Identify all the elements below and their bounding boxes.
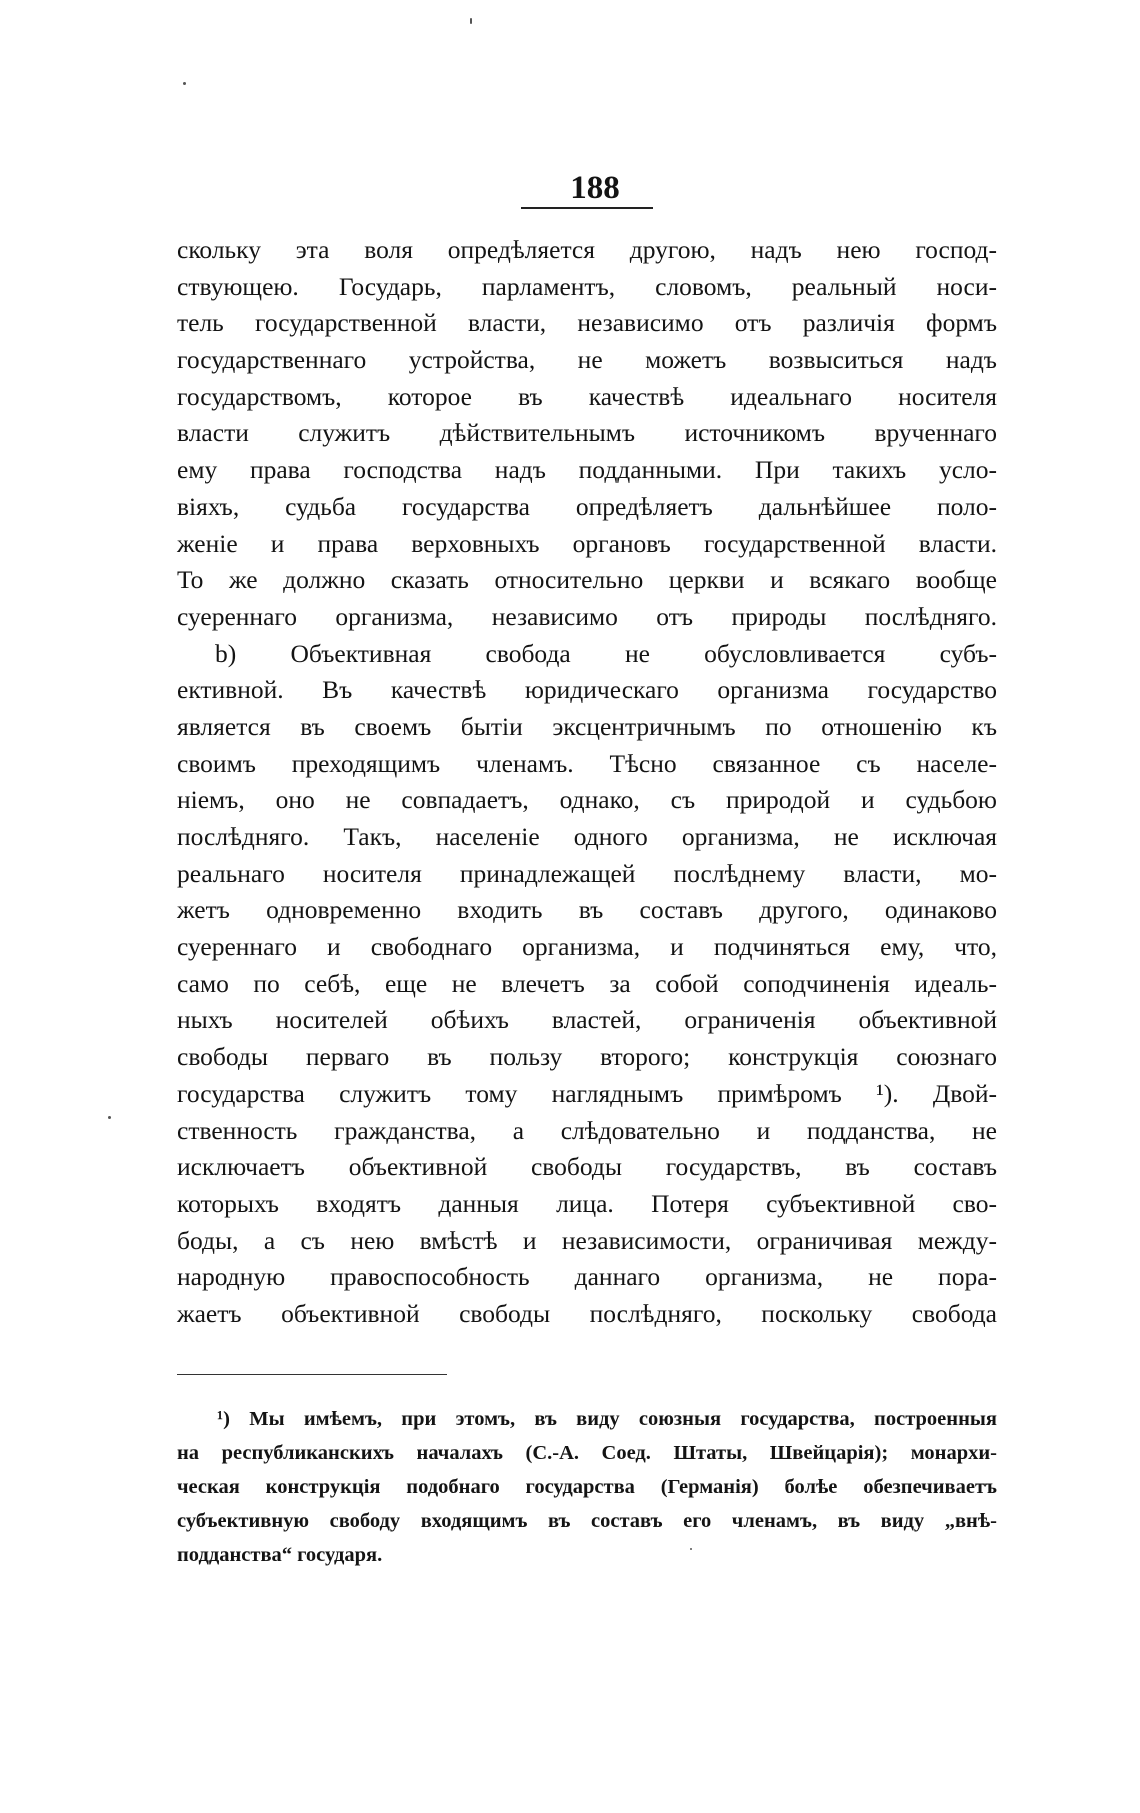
text-line: свободы перваго въ пользу второго; конструкція союзнаго	[177, 1042, 997, 1072]
text-line: ственность гражданства, а слѣдовательно и подданства, не	[177, 1115, 997, 1145]
body-text	[177, 232, 997, 1333]
text-line: которыхъ входятъ данныя лица. Потеря субъективной сво-	[177, 1188, 997, 1218]
text-line: государствомъ, которое въ качествѣ идеальнаго носителя	[177, 381, 997, 411]
text-line: ствующею. Государь, парламентъ, словомъ, реальный носи-	[177, 271, 997, 301]
text-line: своимъ преходящимъ членамъ. Тѣсно связанное съ населе-	[177, 748, 997, 778]
text-line: жаетъ объективной свободы послѣдняго, поскольку свобода	[177, 1298, 997, 1328]
footnote	[177, 1402, 997, 1572]
footnote-line: ¹) Мы имѣемъ, при этомъ, въ виду союзныя государства, построенныя	[217, 1408, 997, 1430]
text-line: тель государственной власти, независимо отъ различія формъ	[177, 308, 997, 338]
page-number-rule	[521, 207, 653, 209]
text-line: боды, а съ нею вмѣстѣ и независимости, ограничивая между-	[177, 1225, 997, 1255]
footnote-rule	[177, 1374, 447, 1375]
text-line: жетъ одновременно входить въ составъ другого, одинаково	[177, 895, 997, 925]
text-line: ніемъ, оно не совпадаетъ, однако, съ природой и судьбою	[177, 785, 997, 815]
text-line: власти служитъ дѣйствительнымъ источникомъ врученнаго	[177, 418, 997, 448]
footnote-line: подданства“ государя.	[177, 1544, 383, 1566]
scan-speck	[108, 1116, 111, 1119]
text-line: ективной. Въ качествѣ юридическаго организма государство	[177, 675, 997, 705]
text-line: реальнаго носителя принадлежащей послѣднему власти, мо-	[177, 858, 997, 888]
footnote-line: субъективную свободу входящимъ въ составъ его членамъ, въ виду „внѣ-	[177, 1510, 997, 1532]
text-line: послѣдняго. Такъ, населеніе одного организма, не исключая	[177, 822, 997, 851]
page-number: 188	[570, 170, 620, 206]
footnote-line: на республиканскихъ началахъ (С.-А. Соед. Штаты, Швейцарія); монархи-	[177, 1442, 997, 1464]
text-line: суереннаго и свободнаго организма, и подчиняться ему, что,	[177, 932, 997, 962]
scan-speck	[470, 18, 472, 24]
text-line: То же должно сказать относительно церкви и всякаго вообще	[177, 565, 997, 595]
text-line: само по себѣ, еще не влечетъ за собой соподчиненія идеаль-	[177, 968, 997, 998]
text-line: суереннаго организма, независимо отъ природы послѣдняго.	[177, 601, 997, 631]
text-line: женіе и права верховныхъ органовъ государственной власти.	[177, 528, 997, 558]
text-line: государства служитъ тому нагляднымъ примѣромъ ¹). Двой-	[177, 1078, 997, 1108]
text-line: віяхъ, судьба государства опредѣляетъ дальнѣйшее поло-	[177, 491, 997, 521]
scan-speck	[690, 1548, 692, 1550]
scan-speck	[183, 82, 186, 85]
text-line: является въ своемъ бытіи эксцентричнымъ по отношенію къ	[177, 711, 997, 741]
text-line: ныхъ носителей обѣихъ властей, ограниченія объективной	[177, 1005, 997, 1035]
section-heading-line: b) Объективная свобода не обусловливается субъ-	[215, 638, 997, 668]
footnote-line: ческая конструкція подобнаго государства (Германія) болѣе обезпечиваетъ	[177, 1476, 997, 1498]
text-line: скольку эта воля опредѣляется другою, надъ нею господ-	[177, 235, 997, 264]
text-line: государственнаго устройства, не можетъ возвыситься надъ	[177, 345, 997, 375]
text-line: ему права господства надъ подданными. При такихъ усло-	[177, 455, 997, 485]
text-line: народную правоспособность даннаго организма, не пора-	[177, 1262, 997, 1292]
text-line: исключаетъ объективной свободы государствъ, въ составъ	[177, 1152, 997, 1182]
